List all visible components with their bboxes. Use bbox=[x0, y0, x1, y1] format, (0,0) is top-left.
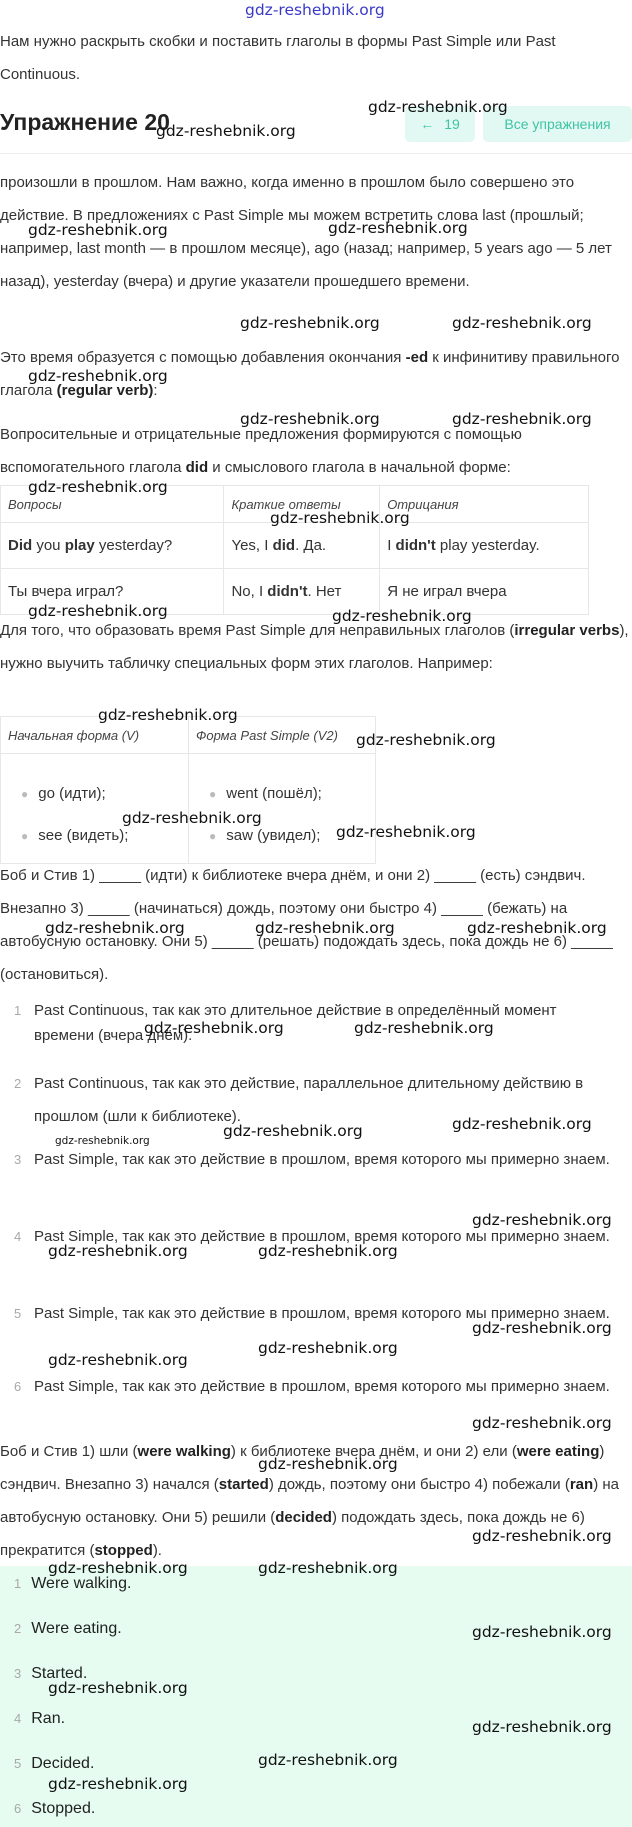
watermark: gdz-reshebnik.org bbox=[156, 122, 296, 140]
watermark: gdz-reshebnik.org bbox=[240, 314, 380, 332]
answer-item: 6 Stopped. bbox=[14, 1800, 96, 1817]
watermark: gdz-reshebnik.org bbox=[354, 1019, 494, 1037]
all-exercises-label: Все упражнения bbox=[504, 116, 611, 132]
watermark: gdz-reshebnik.org bbox=[255, 919, 395, 937]
theory-paragraph: произошли в прошлом. Нам важно, когда именно в прошлом было совершено это действие. В предложениях с Past Simple мы можем встретить слова last (прошлый; например, last month — в прошлом месяце), ago (назад; например, 5 years ago — 5 лет назад), yesterday (вчера) и другие указатели прошедшего времени. bbox=[0, 174, 612, 290]
watermark: gdz-reshebnik.org bbox=[98, 706, 238, 724]
watermark: gdz-reshebnik.org bbox=[223, 1122, 363, 1140]
watermark: gdz-reshebnik.org bbox=[245, 1, 385, 19]
watermark: gdz-reshebnik.org bbox=[122, 809, 262, 827]
bullet-icon: ● bbox=[21, 786, 29, 801]
answer-item: 4 Ran. bbox=[14, 1710, 66, 1727]
watermark: gdz-reshebnik.org bbox=[48, 1242, 188, 1260]
did-usage-table bbox=[0, 485, 589, 615]
watermark: gdz-reshebnik.org bbox=[452, 314, 592, 332]
irregular-verbs-table bbox=[0, 716, 376, 864]
table-cell: No, I didn't. Нет bbox=[224, 569, 380, 615]
watermark: gdz-reshebnik.org bbox=[472, 1527, 612, 1545]
table-cell: Я не играл вчера bbox=[380, 569, 589, 615]
watermark: gdz-reshebnik.org bbox=[368, 98, 508, 116]
task-text: Боб и Стив 1) _____ (идти) к библиотеке вчера днём, и они 2) _____ (есть) сэндвич. Внезапно 3) _____ (начинаться) дождь, поэтому они быстро 4) _____ (бежать) на автобусную остановку. Они 5) _____ (решать) подождать здесь, пока дождь не 6) _____ (остановиться). bbox=[0, 867, 613, 983]
watermark: gdz-reshebnik.org bbox=[258, 1751, 398, 1769]
watermark: gdz-reshebnik.org bbox=[332, 607, 472, 625]
table-cell: I didn't play yesterday. bbox=[380, 523, 589, 569]
bullet-icon: ● bbox=[209, 828, 217, 843]
bullet-icon: ● bbox=[21, 828, 29, 843]
table-cell: Did you play yesterday? bbox=[1, 523, 224, 569]
watermark: gdz-reshebnik.org bbox=[472, 1319, 612, 1337]
watermark: gdz-reshebnik.org bbox=[55, 1135, 150, 1147]
watermark: gdz-reshebnik.org bbox=[452, 1115, 592, 1133]
watermark: gdz-reshebnik.org bbox=[472, 1211, 612, 1229]
watermark: gdz-reshebnik.org bbox=[48, 1679, 188, 1697]
watermark: gdz-reshebnik.org bbox=[472, 1414, 612, 1432]
table-header: Вопросы bbox=[1, 486, 224, 523]
list-item: ● see (видеть); bbox=[21, 826, 129, 844]
watermark: gdz-reshebnik.org bbox=[144, 1019, 284, 1037]
page-title: Упражнение 20 bbox=[0, 109, 170, 135]
table-header: Форма Past Simple (V2) bbox=[189, 717, 376, 754]
watermark: gdz-reshebnik.org bbox=[28, 602, 168, 620]
answer-item: 3 Started. bbox=[14, 1665, 88, 1682]
watermark: gdz-reshebnik.org bbox=[472, 1718, 612, 1736]
watermark: gdz-reshebnik.org bbox=[258, 1455, 398, 1473]
theory-paragraph: Вопросительные и отрицательные предложения формируются с помощью вспомогательного глагола did и смыслового глагола в начальной форме: bbox=[0, 426, 522, 476]
solved-text: Боб и Стив 1) шли (were walking) к библиотеке вчера днём, и они 2) ели (were eating) сэндвич. Внезапно 3) начался (started) дождь, поэтому они быстро 4) побежали (ran) на автобусную остановку. Они 5) решили (decided) подождать здесь, пока дождь не 6) прекратится (stopped). bbox=[0, 1443, 619, 1559]
list-item: ● saw (увидел); bbox=[209, 826, 321, 844]
watermark: gdz-reshebnik.org bbox=[28, 221, 168, 239]
theory-paragraph: Для того, что образовать время Past Simple для неправильных глаголов (irregular verbs), нужно выучить табличку специальных форм этих глаголов. Например: bbox=[0, 622, 629, 672]
watermark: gdz-reshebnik.org bbox=[452, 410, 592, 428]
prev-exercise-number: 19 bbox=[444, 116, 460, 132]
watermark: gdz-reshebnik.org bbox=[258, 1339, 398, 1357]
table-header: Краткие ответы bbox=[224, 486, 380, 523]
watermark: gdz-reshebnik.org bbox=[467, 919, 607, 937]
intro-text: Нам нужно раскрыть скобки и поставить глаголы в формы Past Simple или Past Continuous. bbox=[0, 33, 556, 83]
answer-item: 5 Decided. bbox=[14, 1755, 95, 1772]
bullet-icon: ● bbox=[209, 786, 217, 801]
list-item: ● go (идти); bbox=[21, 784, 106, 802]
watermark: gdz-reshebnik.org bbox=[472, 1623, 612, 1641]
watermark: gdz-reshebnik.org bbox=[336, 823, 476, 841]
watermark: gdz-reshebnik.org bbox=[356, 731, 496, 749]
list-item: ● went (пошёл); bbox=[209, 784, 322, 802]
table-cell: Yes, I did. Да. bbox=[224, 523, 380, 569]
watermark: gdz-reshebnik.org bbox=[48, 1351, 188, 1369]
watermark: gdz-reshebnik.org bbox=[45, 919, 185, 937]
arrow-left-icon: ← bbox=[420, 116, 435, 132]
watermark: gdz-reshebnik.org bbox=[258, 1559, 398, 1577]
watermark: gdz-reshebnik.org bbox=[28, 367, 168, 385]
watermark: gdz-reshebnik.org bbox=[48, 1559, 188, 1577]
table-header: Начальная форма (V) bbox=[1, 717, 189, 754]
table-cell: Ты вчера играл? bbox=[1, 569, 224, 615]
header-divider bbox=[0, 153, 632, 154]
watermark: gdz-reshebnik.org bbox=[258, 1242, 398, 1260]
watermark: gdz-reshebnik.org bbox=[240, 410, 380, 428]
table-header: Отрицания bbox=[380, 486, 589, 523]
answer-item: 1 Were walking. bbox=[14, 1575, 132, 1592]
watermark: gdz-reshebnik.org bbox=[328, 219, 468, 237]
theory-paragraph: Это время образуется с помощью добавления окончания -ed к инфинитиву правильного глагола (regular verb): bbox=[0, 349, 620, 399]
watermark: gdz-reshebnik.org bbox=[48, 1775, 188, 1793]
answer-item: 2 Were eating. bbox=[14, 1620, 122, 1637]
watermark: gdz-reshebnik.org bbox=[28, 478, 168, 496]
watermark: gdz-reshebnik.org bbox=[270, 509, 410, 527]
